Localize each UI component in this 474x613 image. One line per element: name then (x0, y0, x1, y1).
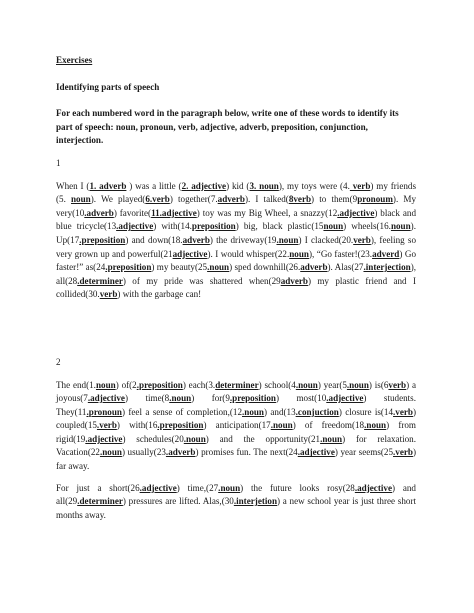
answer-word: noun (323, 221, 344, 232)
answer-word: .preposition (105, 262, 152, 273)
answer-word: .preposition (136, 379, 183, 390)
section-spacer (56, 310, 416, 356)
answer-word: .adverb (84, 207, 114, 218)
section-subheading: Identifying parts of speech (56, 81, 160, 92)
answer-word: noun (390, 221, 411, 232)
exercises-title: Exercises (56, 55, 93, 65)
section-2-number: 2 (56, 356, 61, 367)
answer-word: noun (289, 248, 309, 259)
answer-word: .noun (295, 379, 318, 390)
answer-word: .adjective (85, 433, 123, 444)
answer-word: noun (71, 194, 91, 205)
answer-word: .verb (393, 447, 413, 458)
answer-word: .adjective (116, 221, 154, 232)
answer-word: .determiner (77, 275, 123, 286)
answer-word: .adverb (165, 447, 196, 458)
answer-word: .noun (183, 433, 206, 444)
answer-word: .adjective (354, 482, 392, 493)
answer-word: 6.verb (145, 194, 170, 205)
answer-word: pronoum (357, 194, 393, 205)
answer-word: 3. noun (249, 180, 279, 191)
answer-word: 1. adverb (89, 180, 127, 191)
answer-word: 2. adjective (181, 180, 227, 191)
answer-word: .adjective (297, 447, 335, 458)
answer-word: .preposition (79, 234, 126, 245)
answer-word: verb (99, 289, 118, 300)
answer-word: .preposition (229, 393, 276, 404)
answer-word: .verb (96, 420, 117, 431)
answer-word: .noun (320, 433, 343, 444)
answer-word: verb (388, 379, 407, 390)
answer-word: .noun (207, 262, 230, 273)
instructions: For each numbered word in the paragraph below, write one of these words to identify its part of speech: noun, pronoun, verb, adjective, adverb, preposition, conjunction, interjection. (56, 108, 399, 146)
answer-word: .conjuction (295, 406, 339, 417)
answer-word: .pronoun (86, 406, 122, 417)
answer-word: .noun (99, 447, 122, 458)
answer-word: 11.adjective (151, 207, 197, 218)
answer-word: adjective (172, 248, 208, 259)
answer-word: .noun (346, 379, 369, 390)
answer-word: .adjective (87, 393, 125, 404)
answer-word: .adjective (337, 207, 375, 218)
section-1-number: 1 (56, 157, 61, 168)
section-2-paragraph-1: The end(1.noun) of(2.preposition) each(3.determiner) school(4.noun) year(5.noun) is(6verb) a joyous(7.adjective) time(8.noun) for(9.preposition) most(10.adjective) students. They(11.pronoun) feel a sense of completion,(12.noun) and(13.conjuction) closure is(14.verb) coupled(15.verb) with(16.preposition) anticipation(17.noun) of freedom(18.noun) from rigid(19.adjective) schedules(20.noun) and the opportunity(21.noun) for relaxation. Vacation(22.noun) usually(23.adverb) promises fun. The next(24.adjective) year seems(25.verb) far away. (56, 379, 417, 472)
answer-word: adverb (217, 194, 245, 205)
answer-word: preposition (191, 221, 236, 232)
answer-word: .noun (242, 406, 264, 417)
section-1-paragraph: When I (1. adverb ) was a little (2. adjective) kid (3. noun), my toys were (4. verb) my friends (5. noun). We played(6.verb) together(7.adverb). I talked(8verb) to them(9pronoum). My very(10.adverb) favorite(11.adjective) toy was my Big Wheel, a snazzy(12.adjective) black and blue tricycle(13.adjective) with(14.preposition) big, black plastic(15noun) wheels(16.noun). Up(17.preposition) and down(18.adverb) the driveway(19.noun) I clacked(20.verb), feeling so very grown up and powerful(21adjective). I would whisper(22.noun), “Go faster!(23.adverd) Go faster!” as(24.preposition) my beauty(25.noun) sped downhill(26.adverb). Alas(27.interjection), all(28.determiner) of my pride was shattered when(29adverb) my plastic friend and I collided(30.verb) with the garbage can! (56, 180, 417, 300)
answer-word: .determiner (77, 496, 123, 507)
answer-word: .verb (393, 406, 413, 417)
answer-word: .noun (218, 482, 241, 493)
answer-word: noun (95, 379, 116, 390)
answer-word: adverb (182, 234, 210, 245)
answer-word: .adjective (139, 482, 177, 493)
answer-word: verb (353, 234, 371, 245)
answer-word: 8verb (288, 194, 312, 205)
answer-word: .adjective (326, 393, 364, 404)
answer-word: adverb (280, 275, 308, 286)
answer-word: adverd (372, 248, 400, 259)
answer-word: .noun (270, 420, 293, 431)
answer-word: determiner (215, 379, 259, 390)
answer-word: .interjetion (233, 496, 278, 507)
answer-word: .noun (276, 234, 299, 245)
answer-word: adverb (300, 262, 328, 273)
answer-word: .noun (169, 393, 192, 404)
section-2-paragraph-2: For just a short(26.adjective) time,(27.noun) the future looks rosy(28.adjective) and all(29.determiner) pressures are lifted. Alas,(30.interjetion) a new school year is just three short months away. (56, 482, 416, 520)
answer-word: verb (349, 180, 371, 191)
answer-word: .interjection (363, 262, 411, 273)
answer-word: .preposition (157, 420, 204, 431)
answer-word: .noun (364, 420, 387, 431)
